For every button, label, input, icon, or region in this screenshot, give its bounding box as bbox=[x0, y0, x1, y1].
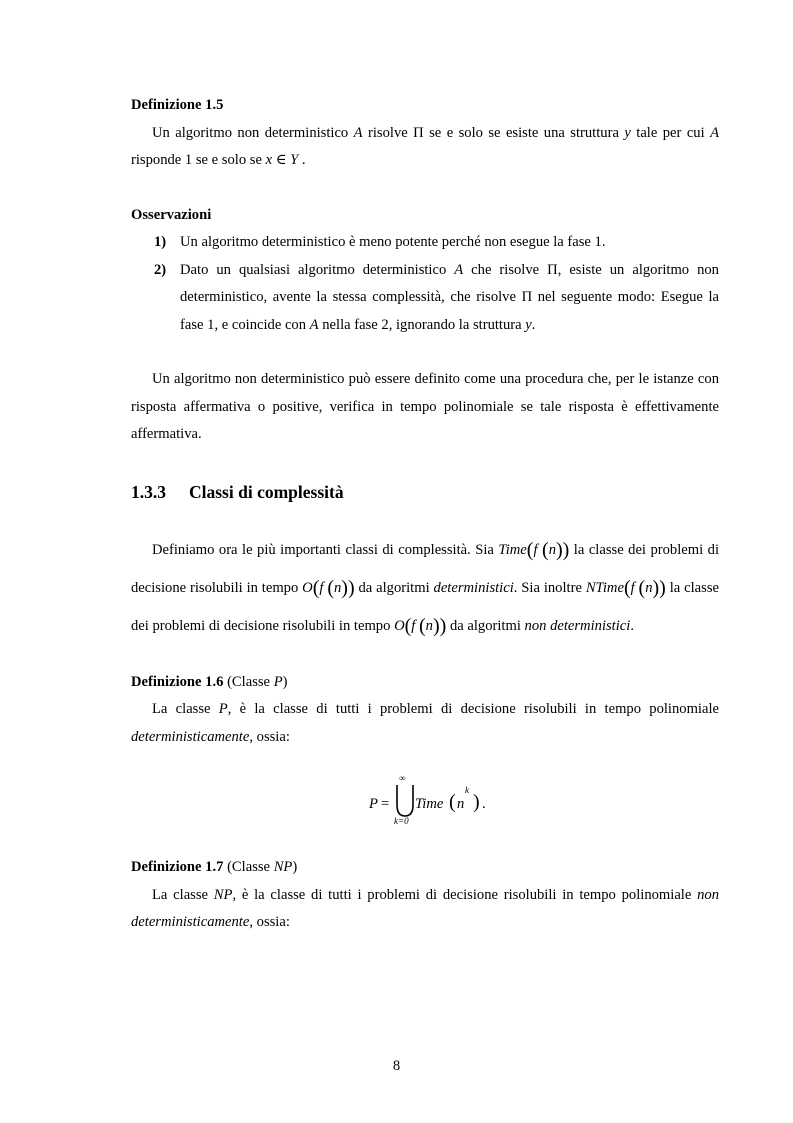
big-union-icon bbox=[394, 781, 416, 819]
list-item: 1) Un algoritmo deterministico è meno potente perché non esegue la fase 1. bbox=[154, 234, 606, 250]
observations bbox=[131, 202, 719, 340]
definition-1-6 bbox=[131, 669, 719, 752]
page-number: 8 bbox=[392, 1058, 401, 1074]
list-item: 2) Dato un qualsiasi algoritmo deterministico A che risolve Π, esiste un algoritmo non deterministico, avente la stessa complessità, che risolve Π nel seguente modo: Esegue la fase 1, e coincide con A nella fase 2, ignorando la struttura y. bbox=[154, 261, 719, 333]
formula-n: n bbox=[457, 796, 465, 812]
definition-1-5 bbox=[131, 92, 719, 175]
formula-class-P: P = ∞ k=0 Time ( n k ) . bbox=[369, 773, 486, 826]
math-x-in-Y: x ∈ Y bbox=[265, 152, 299, 168]
section-heading bbox=[131, 478, 719, 506]
formula-equals: = bbox=[381, 796, 390, 812]
definition-1-7-text: La classe NP, è la classe di tutti i problemi di decisione risolubili in tempo polinomiale non deterministicamente, ossia: bbox=[131, 886, 719, 930]
page-body bbox=[131, 92, 719, 937]
definition-1-5-title: Definizione 1.5 bbox=[131, 97, 224, 113]
definition-1-6-text: La classe P, è la classe di tutti i problemi di decisione risolubili in tempo polinomiale deterministicamente, ossia: bbox=[131, 701, 719, 745]
formula-exponent: k bbox=[465, 785, 469, 795]
definition-1-7 bbox=[131, 854, 719, 937]
section-title: Classi di complessità bbox=[189, 481, 344, 502]
section-number: 1.3.3 bbox=[131, 481, 166, 502]
formula-time: Time bbox=[415, 796, 444, 812]
definition-1-5-text: Un algoritmo non deterministico A risolve Π se e solo se esiste una struttura y tale per cui A risponde 1 se e solo se x ∈ Y . bbox=[131, 124, 719, 168]
formula-lhs: P bbox=[369, 796, 378, 812]
formula-lower-limit: k=0 bbox=[394, 816, 409, 826]
formula-upper-limit: ∞ bbox=[399, 773, 406, 783]
definition-1-7-title: Definizione 1.7 (Classe NP) bbox=[131, 859, 298, 875]
definition-1-6-title: Definizione 1.6 (Classe P) bbox=[131, 673, 288, 690]
formula-dot: . bbox=[482, 796, 486, 812]
paragraph-nondeterministic: Un algoritmo non deterministico può essere definito come una procedura che, per le istanze con risposta affermativa o positive, verifica in tempo polinomiale se tale risposta è effettivamente affermativa. bbox=[131, 371, 719, 442]
observations-list bbox=[131, 229, 719, 339]
paragraph-complexity-classes: Definiamo ora le più importanti classi di complessità. Sia Time(f (n)) la classe dei problemi di decisione risolubili in tempo O(f (n)) da algoritmi deterministici. Sia inoltre NTime(f (n)) la classe dei problemi di decisione risolubili in tempo O(f (n)) da algoritmi non deterministici. bbox=[131, 538, 719, 637]
observations-title: Osservazioni bbox=[131, 206, 212, 223]
